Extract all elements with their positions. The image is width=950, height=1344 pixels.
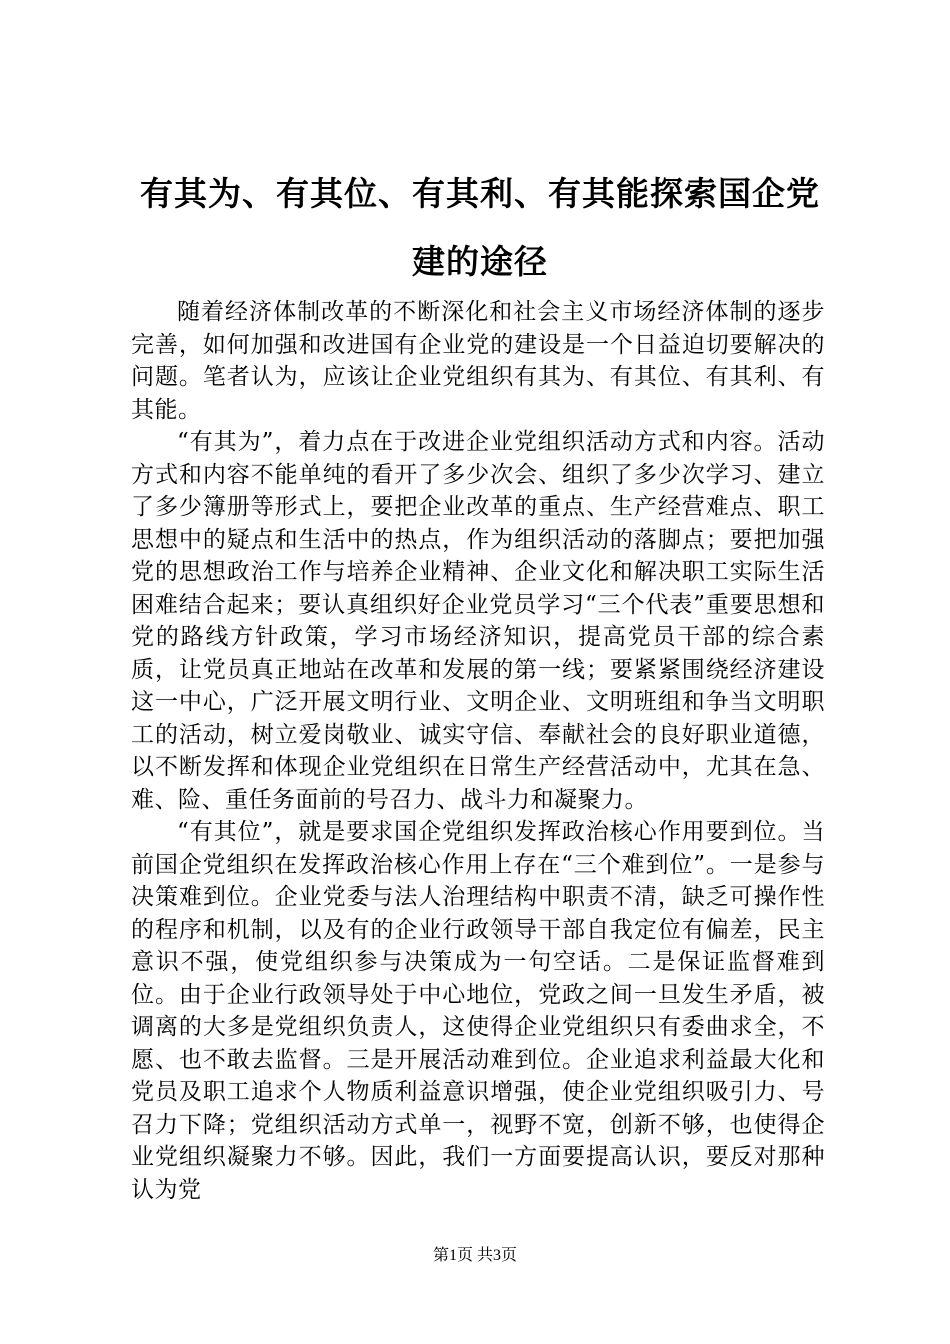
page-number-indicator: 第1页 共3页 [432,1247,517,1264]
document-title-line-2: 建的途径 [412,242,548,281]
paragraph-you-qi-wei-role: “有其为”，着力点在于改进企业党组织活动方式和内容。活动方式和内容不能单纯的看开了多少次会、组织了多少次学习、建立了多少簿册等形式上，要把企业改革的重点、生产经营难点、职工思想中的疑点和生活中的热点，作为组织活动的落脚点；要把加强党的思想政治工作与培养企业精神、企业文化和解决职工实际生活困难结合起来；要认真组织好企业党员学习“三个代表”重要思想和党的路线方针政策，学习市场经济知识，提高党员干部的综合素质，让党员真正地站在改革和发展的第一线；要紧紧围绕经济建设这一中心，广泛开展文明行业、文明企业、文明班组和争当文明职工的活动，树立爱岗敬业、诚实守信、奉献社会的良好职业道德，以不断发挥和体现企业党组织在日常生产经营活动中，尤其在急、难、险、重任务面前的号召力、战斗力和凝聚力。 [131,429,825,813]
document-title [110,160,850,296]
paragraph-you-qi-wei-position: “有其位”，就是要求国企党组织发挥政治核心作用要到位。当前国企党组织在发挥政治核心作用上存在“三个难到位”。一是参与决策难到位。企业党委与法人治理结构中职责不清，缺乏可操作性的程序和机制，以及有的企业行政领导干部自我定位有偏差，民主意识不强，使党组织参与决策成为一句空话。二是保证监督难到位。由于企业行政领导处于中心地位，党政之间一旦发生矛盾，被调离的大多是党组织负责人，这使得企业党组织只有委曲求全，不愿、也不敢去监督。三是开展活动难到位。企业追求利益最大化和党员及职工追求个人物质利益意识增强，使企业党组织吸引力、号召力下降；党组织活动方式单一，视野不宽，创新不够，也使得企业党组织凝聚力不够。因此，我们一方面要提高认识，要反对那种认为党 [131,819,825,1203]
paragraph-intro: 随着经济体制改革的不断深化和社会主义市场经济体制的逐步完善，如何加强和改进国有企业党的建设是一个日益迫切要解决的问题。笔者认为，应该让企业党组织有其为、有其位、有其利、有其能。 [131,299,825,423]
document-title-line-1: 有其为、有其位、有其利、有其能探索国企党 [140,174,820,213]
document-body [131,296,825,1206]
page-footer [0,1246,950,1266]
